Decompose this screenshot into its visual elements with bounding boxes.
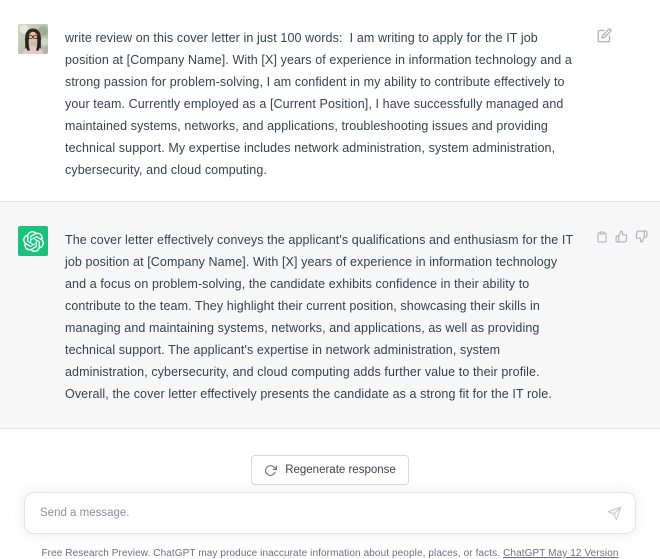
edit-message-button[interactable] [597,28,612,43]
thumbs-up-button[interactable] [615,230,628,243]
regenerate-icon [264,464,277,477]
avatar-gutter [18,24,65,54]
send-icon [607,506,622,521]
assistant-message-text: The cover letter effectively conveys the applicant's qualifications and enthusiasm for the IT job position at [Company Name]. With [X] years of experience in information technology and a focus on problem-solving, the candidate exhibits confidence in their ability to contribute to the team. They highlight their current position, showcasing their skills in managing and maintaining systems, networks, and applications, as well as providing technical support. The applicant's expertise in network administration, system administration, cybersecurity, and cloud computing adds further value to their profile. Overall, the cover letter effectively presents the candidate as a strong fit for the IT role. [65,233,577,401]
disclaimer-text: Free Research Preview. ChatGPT may produce inaccurate information about people, places, or facts. [41,548,501,559]
assistant-avatar [18,226,48,256]
regenerate-response-button[interactable] [251,455,409,485]
send-button[interactable] [607,506,622,521]
thumbs-up-icon [615,230,628,243]
chatgpt-logo-icon [23,231,44,252]
user-message-text: write review on this cover letter in just 100 words: I am writing to apply for the IT job position at [Company Name]. With [X] years of experience in information technology and a strong passion for problem-solving, I am confident in my ability to contribute effectively to your team. Currently employed as a [Current Position], I have successfully managed and maintained systems, networks, and applications, troubleshooting issues and providing technical support. My expertise includes network administration, system administration, cybersecurity, and cloud computing. [65,31,576,177]
version-link[interactable]: ChatGPT May 12 Version [503,548,619,559]
user-avatar [18,24,48,54]
message-input[interactable] [40,507,607,519]
user-photo [18,24,48,54]
user-message-actions [597,24,612,43]
bottom-panel [0,429,660,559]
edit-icon [597,28,612,43]
regenerate-button-label: Regenerate response [285,464,396,476]
assistant-message-row [0,201,660,429]
footer-disclaimer [0,548,660,559]
assistant-message-actions [596,226,648,244]
copy-icon [596,230,608,244]
avatar-gutter [18,226,65,256]
user-message-row [0,0,660,201]
copy-button[interactable] [596,230,608,244]
message-composer [24,492,636,534]
thumbs-down-icon [635,230,648,243]
thumbs-down-button[interactable] [635,230,648,243]
